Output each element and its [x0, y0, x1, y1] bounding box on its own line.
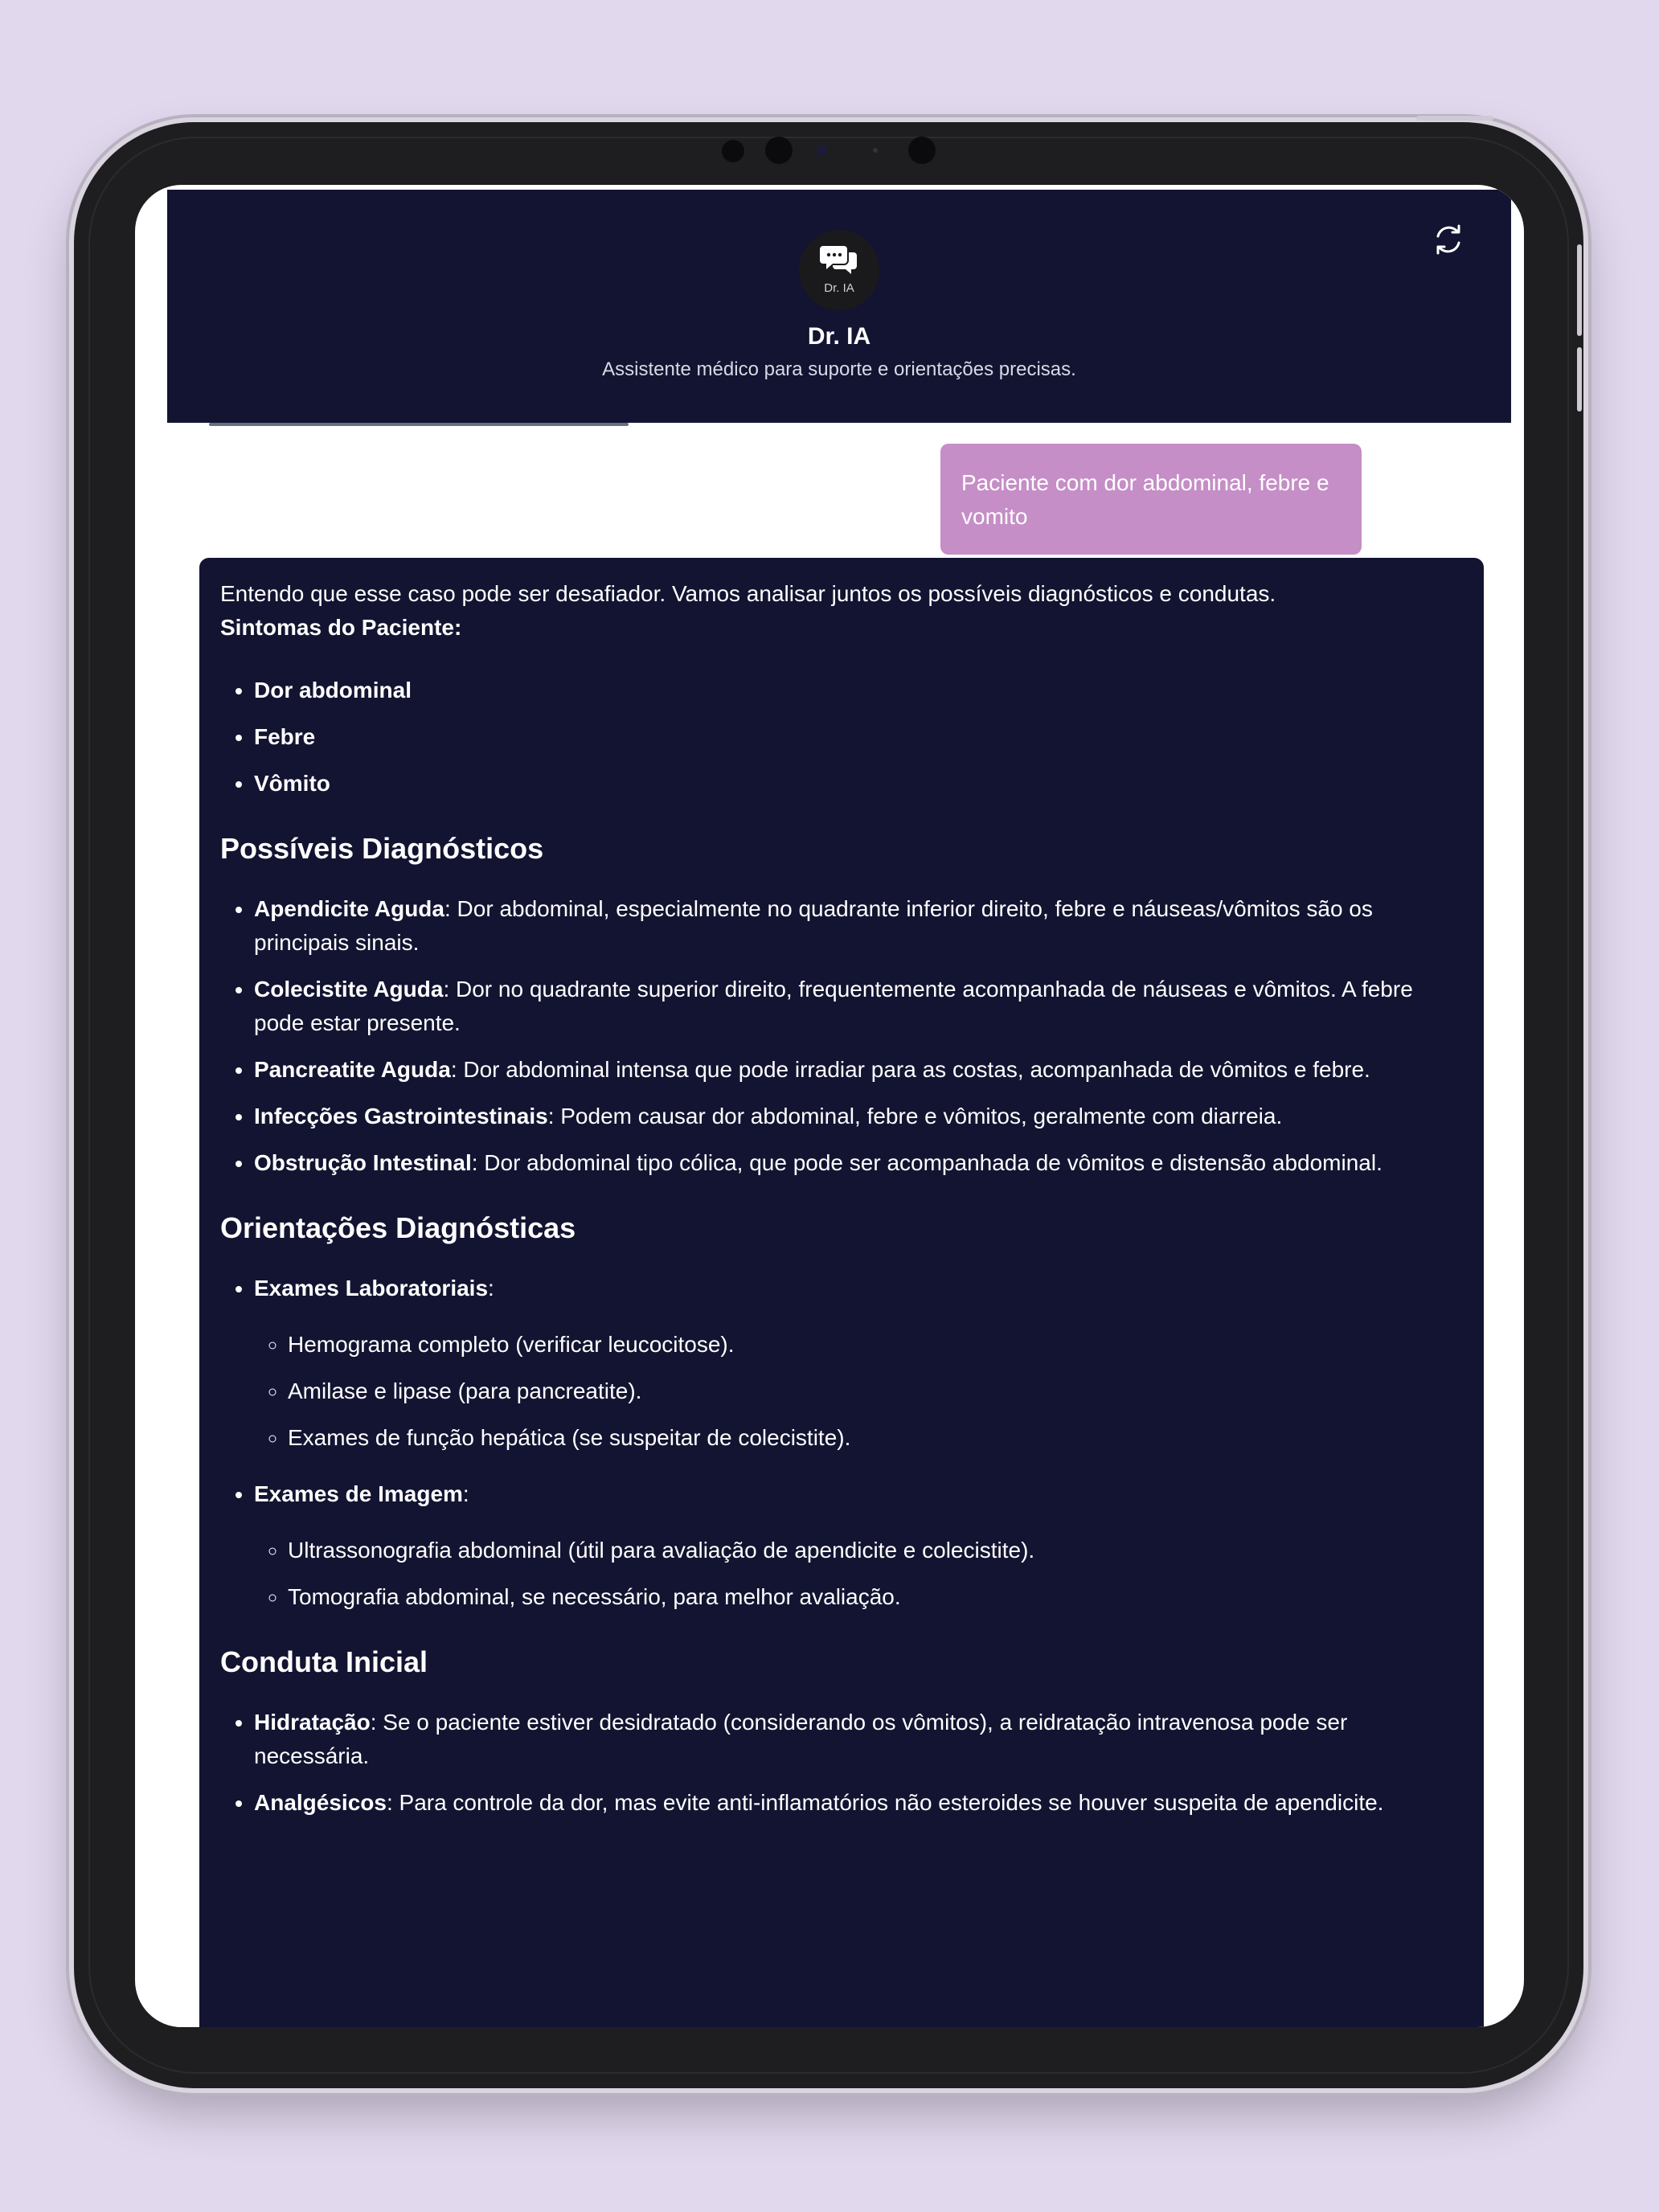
chat-app [167, 190, 1511, 2027]
section-heading: Conduta Inicial [220, 1645, 428, 1678]
list-item: • Vômito [254, 767, 1463, 801]
list-item: • Obstrução Intestinal: Dor abdominal tipo cólica, que pode ser acompanhada de vômitos e distensão abdominal. [254, 1146, 1463, 1180]
list-item: • Colecistite Aguda: Dor no quadrante superior direito, frequentemente acompanhada de náuseas e vômitos. A febre pode estar presente. [254, 973, 1463, 1040]
camera-sensor [873, 148, 878, 153]
list-item: • Pancreatite Aguda: Dor abdominal intensa que pode irradiar para as costas, acompanhada de vômitos e febre. [254, 1053, 1463, 1087]
list-item: • Hidratação: Se o paciente estiver desidratado (considerando os vômitos), a reidratação intravenosa pode ser necessária. [254, 1706, 1463, 1773]
user-message: Paciente com dor abdominal, febre e vomito [940, 444, 1362, 555]
app-title: Dr. IA [807, 323, 871, 350]
refresh-icon [1429, 220, 1468, 259]
list-item: • Infecções Gastrointestinais: Podem causar dor abdominal, febre e vômitos, geralmente com diarreia. [254, 1100, 1463, 1133]
guidance-list [220, 1272, 1463, 1614]
assistant-avatar [799, 230, 879, 310]
list-item: • Exames Laboratoriais: ◦ Hemograma completo (verificar leucocitose). ◦ Amilase e lipase (para pancreatite). ◦ Exames de função hepática (se suspeitar de colecistite). [254, 1272, 1463, 1455]
section-heading: Orientações Diagnósticas [220, 1211, 576, 1244]
list-item: • Exames de Imagem: ◦ Ultrassonografia abdominal (útil para avaliação de apendicite e colecistite). ◦ Tomografia abdominal, se necessário, para melhor avaliação. [254, 1477, 1463, 1614]
message-intro: Entendo que esse caso pode ser desafiador. Vamos analisar juntos os possíveis diagnósticos e condutas. [220, 581, 1276, 606]
list-item: ◦ Tomografia abdominal, se necessário, para melhor avaliação. [288, 1580, 1463, 1614]
volume-button [1577, 244, 1582, 336]
imaging-exams-list [254, 1534, 1463, 1614]
device-screen [135, 185, 1524, 2027]
assistant-message [199, 558, 1484, 2027]
avatar-label: Dr. IA [824, 281, 854, 295]
list-item: ◦ Exames de função hepática (se suspeitar de colecistite). [288, 1421, 1463, 1455]
power-button [1416, 116, 1493, 121]
lab-exams-list [254, 1328, 1463, 1455]
section-heading: Possíveis Diagnósticos [220, 832, 544, 865]
list-item: ◦ Amilase e lipase (para pancreatite). [288, 1374, 1463, 1408]
list-item: • Apendicite Aguda: Dor abdominal, especialmente no quadrante inferior direito, febre e náuseas/vômitos são os principais sinais. [254, 892, 1463, 960]
conduct-list [220, 1706, 1463, 1820]
list-item: • Dor abdominal [254, 674, 1463, 707]
list-item: ◦ Ultrassonografia abdominal (útil para avaliação de apendicite e colecistite). [288, 1534, 1463, 1567]
camera-sensor [908, 137, 936, 164]
symptoms-title: Sintomas do Paciente: [220, 615, 462, 640]
list-item: • Febre [254, 720, 1463, 754]
list-item: • Analgésicos: Para controle da dor, mas evite anti-inflamatórios não esteroides se houver suspeita de apendicite. [254, 1786, 1463, 1820]
chat-bubbles-icon [820, 243, 858, 280]
symptoms-list [220, 674, 1463, 801]
camera-lens [817, 145, 828, 156]
volume-button [1577, 347, 1582, 412]
diagnoses-list [220, 892, 1463, 1180]
list-item: ◦ Hemograma completo (verificar leucocitose). [288, 1328, 1463, 1362]
chat-header [167, 190, 1511, 423]
app-subtitle: Assistente médico para suporte e orientações precisas. [602, 358, 1076, 380]
scrollbar-thumb[interactable] [209, 423, 629, 426]
refresh-button[interactable] [1429, 220, 1468, 259]
camera-sensor [765, 137, 793, 164]
camera-sensor [722, 140, 744, 162]
